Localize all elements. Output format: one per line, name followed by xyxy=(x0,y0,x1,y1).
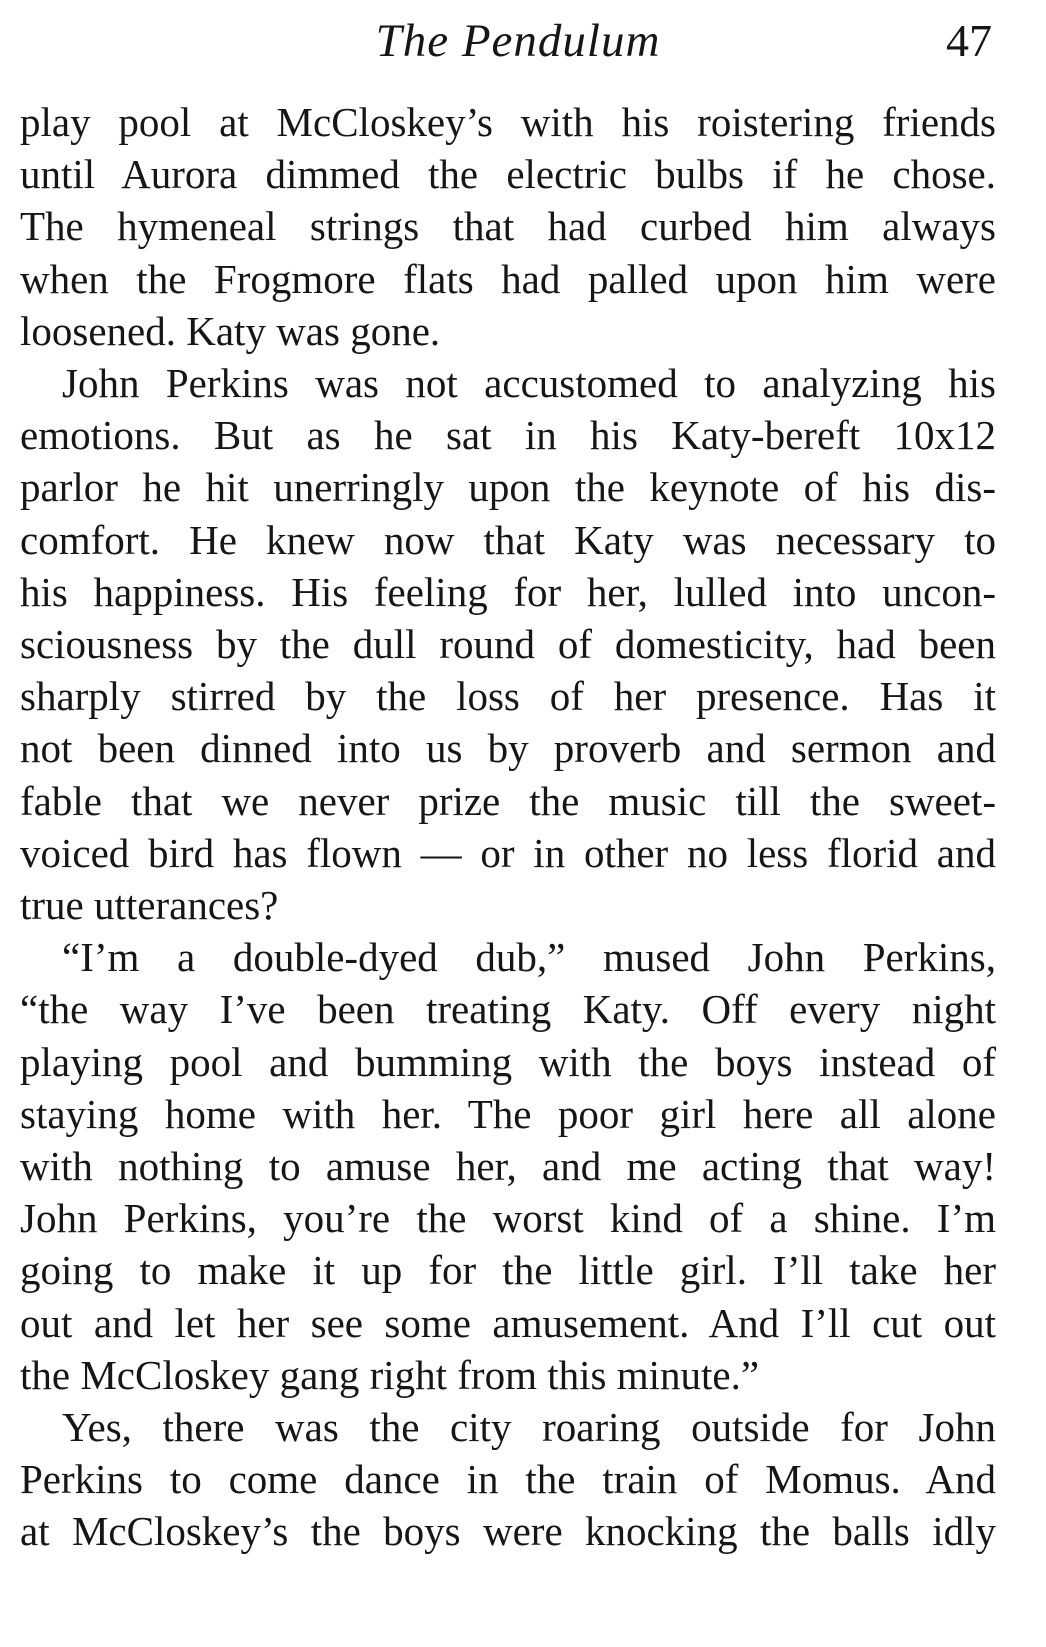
text-line: John Perkins was not accustomed to analyzing his xyxy=(62,360,996,407)
text-line: when the Frogmore flats had palled upon him were xyxy=(20,255,996,302)
text-line: Yes, there was the city roaring outside for John xyxy=(62,1404,996,1451)
text-line: true utterances? xyxy=(20,882,279,929)
text-line: his happiness. His feeling for her, lulled into uncon- xyxy=(20,568,996,615)
page-number: 47 xyxy=(946,15,992,66)
text-line: parlor he hit unerringly upon the keynote of his dis- xyxy=(20,464,996,511)
text-line: playing pool and bumming with the boys instead of xyxy=(20,1038,996,1085)
text-line: loosened. Katy was gone. xyxy=(20,307,441,354)
book-page xyxy=(20,0,1016,1558)
text-line: “I’m a double-dyed dub,” mused John Perkins, xyxy=(62,934,996,981)
text-line: “the way I’ve been treating Katy. Off every night xyxy=(20,986,996,1033)
text-line: voiced bird has flown — or in other no less florid and xyxy=(20,829,996,876)
text-line: The hymeneal strings that had curbed him always xyxy=(20,203,996,250)
text-line: sciousness by the dull round of domesticity, had been xyxy=(20,621,996,668)
text-line: with nothing to amuse her, and me acting that way! xyxy=(20,1143,996,1190)
running-title: The Pendulum xyxy=(375,15,661,67)
body-text xyxy=(20,96,996,1558)
running-head xyxy=(20,0,1016,96)
text-line: going to make it up for the little girl. I’ll take her xyxy=(20,1247,996,1294)
text-line: comfort. He knew now that Katy was necessary to xyxy=(20,516,996,563)
text-line: sharply stirred by the loss of her presence. Has it xyxy=(20,673,996,720)
text-line: emotions. But as he sat in his Katy-bereft 10x12 xyxy=(20,412,996,459)
text-line: fable that we never prize the music till the sweet- xyxy=(20,777,996,824)
text-line: until Aurora dimmed the electric bulbs if he chose. xyxy=(20,151,996,198)
text-line: not been dinned into us by proverb and sermon and xyxy=(20,725,996,772)
text-line: Perkins to come dance in the train of Momus. And xyxy=(20,1456,996,1503)
text-line: at McCloskey’s the boys were knocking the balls idly xyxy=(20,1508,996,1555)
text-line: play pool at McCloskey’s with his roistering friends xyxy=(20,99,996,145)
text-line: out and let her see some amusement. And I’ll cut out xyxy=(20,1299,996,1346)
text-line: the McCloskey gang right from this minute.” xyxy=(20,1351,760,1398)
text-line: John Perkins, you’re the worst kind of a shine. I’m xyxy=(20,1195,996,1242)
text-line: staying home with her. The poor girl here all alone xyxy=(20,1090,996,1137)
